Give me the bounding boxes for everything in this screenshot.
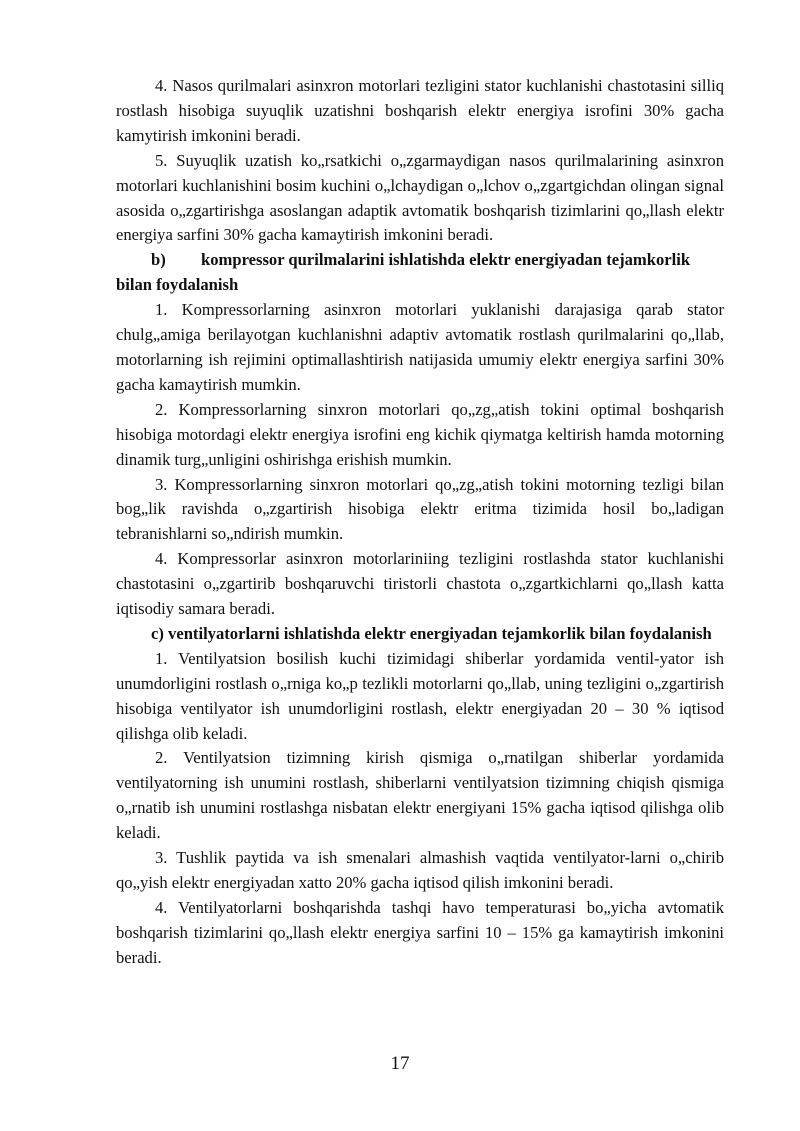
section-b-label: b): [151, 250, 166, 270]
section-b-title: kompressor qurilmalarini ishlatishda elektr energiyadan tejamkorlik bilan foydalanish: [116, 250, 691, 295]
page-number: 17: [390, 1053, 410, 1074]
paragraph-b1: 1. Kompressorlarning asinxron motorlari yuklanishi darajasiga qarab stator chulg„amiga berilayotgan kuchlanishni adaptiv avtomatik rostlash qurilmalarini qo„llab, motorlarning ish rejimini optimallashtirish natijasida umumiy elektr energiya sarfini 30% gacha kamaytirish mumkin.: [116, 300, 724, 394]
paragraph-b4: 4. Kompressorlar asinxron motorlariniing tezligini rostlashda stator kuchlanishi chastotasini o„zgartirib boshqaruvchi tiristorli chastota o„zgartkichlarni qo„llash katta iqtisodiy samara beradi.: [116, 549, 724, 619]
section-heading-b: [116, 248, 724, 298]
paragraph-c3: 3. Tushlik paytida va ish smenalari almashish vaqtida ventilyator-larni o„chirib qo„yish elektr energiyadan xatto 20% gacha iqtisod qilish imkonini beradi.: [116, 848, 724, 892]
paragraph-c1: 1. Ventilyatsion bosilish kuchi tizimidagi shiberlar yordamida ventil-yator ish unumdorligini rostlash o„rniga ko„p tezlikli motorlarni qo„llab, uning tezligini o„zgartirish hisobiga ventilyator ish unumdorligini rostlash, elektr energiyadan 20 – 30 % iqtisod qilishga olib keladi.: [116, 648, 724, 743]
paragraph-a4: 4. Nasos qurilmalari asinxron motorlari tezligini stator kuchlanishi chastotasini silliq rostlash hisobiga suyuqlik uzatishni boshqarish elektr energiya isrofini 30% gacha kamytirish imkonini beradi.: [116, 76, 724, 145]
paragraph-b2: 2. Kompressorlarning sinxron motorlari qo„zg„atish tokini optimal boshqarish hisobiga motordagi elektr energiya isrofini eng kichik qiymatga keltirish hamda motorning dinamik turg„unligini oshirishga erishish mumkin.: [116, 399, 724, 469]
paragraph-a5: 5. Suyuqlik uzatish ko„rsatkichi o„zgarmaydigan nasos qurilmalarining asinxron motorlari kuchlanishini bosim kuchini o„lchaydigan o„lchov o„zgartgichdan olingan signal asosida o„zgartirishga asoslangan adaptik avtomatik boshqarish tizimlarini qo„llash elektr energiya sarfini 30% gacha kamaytirish imkonini beradi.: [116, 150, 724, 245]
paragraph-c2: 2. Ventilyatsion tizimning kirish qismiga o„rnatilgan shiberlar yordamida ventilyatorning ish unumini rostlash, shiberlarni ventilyatsion tizimning chiqish qismiga o„rnatib ish unumini rostlashga nisbatan elektr energiyani 15% gacha iqtisod qilishga olib keladi.: [116, 748, 724, 843]
page-body: [116, 74, 724, 971]
section-heading-c: c) ventilyatorlarni ishlatishda elektr energiyadan tejamkorlik bilan foydalanish: [151, 623, 712, 643]
paragraph-c4: 4. Ventilyatorlarni boshqarishda tashqi havo temperaturasi bo„yicha avtomatik boshqarish tizimlarini qo„llash elektr energiya sarfini 10 – 15% ga kamaytirish imkonini beradi.: [116, 897, 724, 967]
paragraph-b3: 3. Kompressorlarning sinxron motorlari qo„zg„atish tokini motorning tezligi bilan bog„lik ravishda o„zgartirish hisobiga elektr eritma tizimida hosil bo„ladigan tebranishlarni so„ndirish mumkin.: [116, 474, 724, 544]
